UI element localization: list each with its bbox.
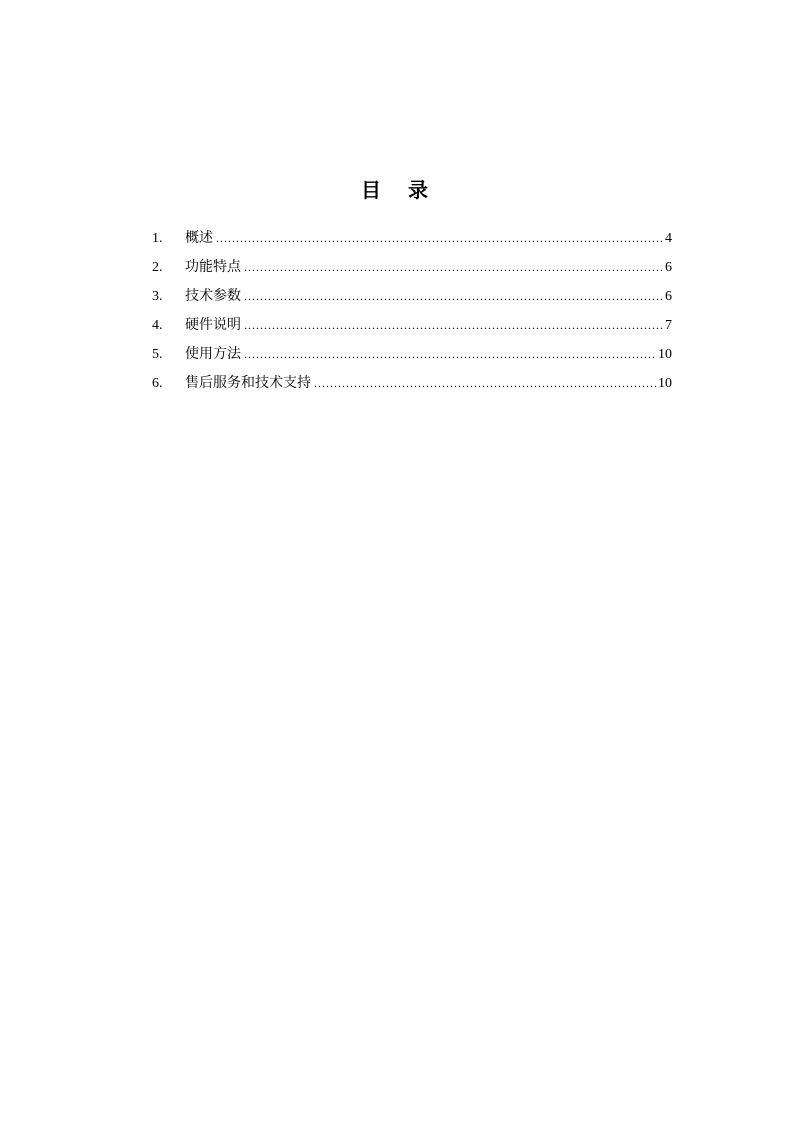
- toc-leader-dots: [216, 228, 664, 248]
- toc-leader-dots: [314, 373, 657, 393]
- toc-entry[interactable]: [152, 373, 672, 402]
- toc-entry-page: 10: [658, 376, 672, 391]
- toc-leader-dots: [244, 257, 664, 277]
- toc-entry[interactable]: [152, 257, 672, 286]
- toc-entry-number: 1.: [152, 231, 163, 246]
- toc-entry-page: 7: [665, 318, 672, 333]
- toc-entry-number: 3.: [152, 289, 163, 304]
- toc-leader-dots: [244, 286, 664, 306]
- toc-entry-page: 6: [665, 289, 672, 304]
- toc-title: 目 录: [361, 178, 438, 202]
- toc-entry-text: 技术参数: [185, 288, 241, 304]
- toc-leader-dots: [244, 315, 664, 335]
- toc-entry[interactable]: [152, 286, 672, 315]
- toc-list: [152, 228, 672, 402]
- toc-entry-text: 功能特点: [185, 259, 241, 275]
- toc-entry-number: 2.: [152, 260, 163, 275]
- toc-entry-text: 概述: [185, 230, 213, 246]
- toc-entry-text: 售后服务和技术支持: [185, 375, 311, 391]
- toc-entry-page: 10: [658, 347, 672, 362]
- toc-entry-number: 6.: [152, 376, 163, 391]
- toc-entry-page: 6: [665, 260, 672, 275]
- toc-entry-page: 4: [665, 231, 672, 246]
- toc-entry[interactable]: [152, 344, 672, 373]
- toc-leader-dots: [244, 344, 657, 364]
- toc-entry-text: 硬件说明: [185, 317, 241, 333]
- toc-entry-number: 5.: [152, 347, 163, 362]
- toc-entry-text: 使用方法: [185, 346, 241, 362]
- toc-entry[interactable]: [152, 315, 672, 344]
- toc-entry[interactable]: [152, 228, 672, 257]
- toc-entry-number: 4.: [152, 318, 163, 333]
